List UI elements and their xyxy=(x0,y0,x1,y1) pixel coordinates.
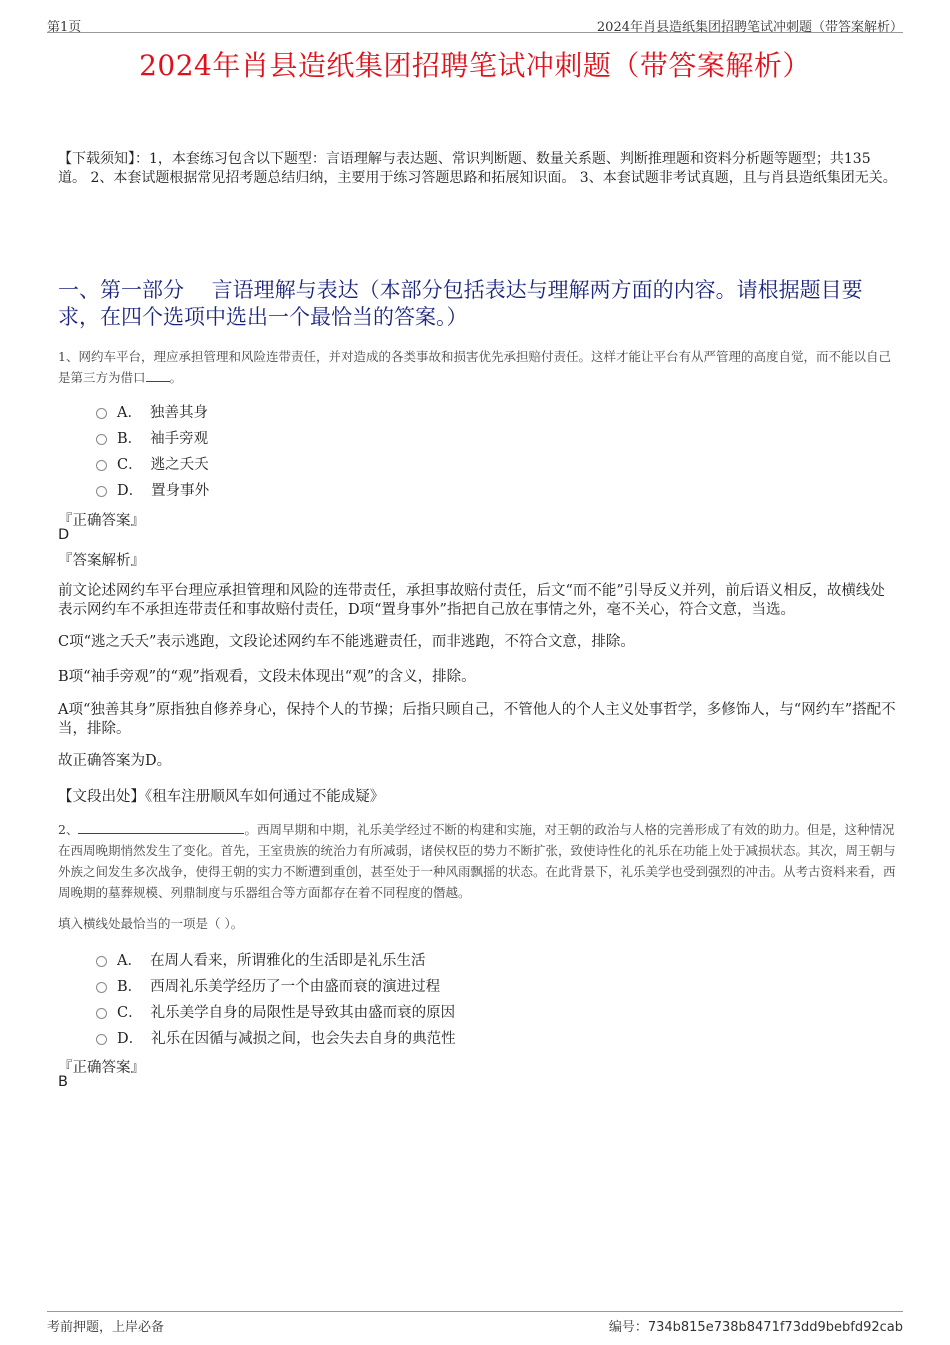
source-citation: 【文段出处】《租车注册顺风车如何通过不能成疑》 xyxy=(58,789,385,805)
section-heading: 一、第一部分 言语理解与表达（本部分包括表达与理解两方面的内容。请根据题目要求，在四个选项中选出一个最恰当的答案。） xyxy=(58,278,863,329)
option-c[interactable]: C． 礼乐美学自身的局限性是导致其由盛而衰的原因 xyxy=(96,998,796,1024)
question-2-stem-text: 。西周早期和中期，礼乐美学经过不断的构建和实施，对王朝的政治与人格的完善形成了有效的助力。但是，这种情况在西周晚期悄然发生了变化。首先，王室贵族的统治力有所减弱，诸侯权臣的势力不断扩张，致使诗性化的礼乐在功能上处于减损状态。其次，周王朝与外族之间发生多次战争，使得王朝的实力不断遭到重创，甚至处于一种风雨飘摇的状态。在此背景下，礼乐美学也受到强烈的冲击。从考古资料来看，西周晚期的墓葬规模、列鼎制度与乐器组合等方面都存在着不同程度的僭越。 xyxy=(58,822,896,900)
analysis-paragraph: 故正确答案为D。 xyxy=(58,753,172,769)
radio-button[interactable] xyxy=(96,434,107,445)
option-d[interactable]: D． 礼乐在因循与减损之间，也会失去自身的典范性 xyxy=(96,1024,796,1050)
question-1-options xyxy=(96,398,796,502)
question-2-stem xyxy=(58,819,900,903)
option-a[interactable]: A． 独善其身 xyxy=(96,398,796,424)
option-d[interactable]: D． 置身事外 xyxy=(96,476,796,502)
question-1-stem xyxy=(58,346,900,388)
radio-button[interactable] xyxy=(96,1008,107,1019)
option-b[interactable]: B． 西周礼乐美学经历了一个由盛而衰的演进过程 xyxy=(96,972,796,998)
answer-label: 『正确答案』 xyxy=(58,513,145,529)
answer-blank xyxy=(78,833,244,834)
radio-button[interactable] xyxy=(96,956,107,967)
correct-answer: D xyxy=(58,527,70,543)
footer-code xyxy=(609,1316,903,1335)
question-2-prompt: 填入横线处最恰当的一项是（ ）。 xyxy=(58,916,244,931)
footer-slogan: 考前押题，上岸必备 xyxy=(47,1320,165,1335)
question-1-stem-text: 1、网约车平台，理应承担管理和风险连带责任，并对造成的各类事故和损害优先承担赔付责任。这样才能让平台有从严管理的高度自觉，而不能以自己是第三方为借口 xyxy=(58,349,891,385)
question-2-options xyxy=(96,946,796,1050)
radio-button[interactable] xyxy=(96,408,107,419)
option-c[interactable]: C． 逃之夭夭 xyxy=(96,450,796,476)
question-1-stem-end: 。 xyxy=(169,370,183,385)
question-2-number: 2、 xyxy=(58,822,79,837)
page-header xyxy=(47,14,903,33)
footer-code-label: 编号： xyxy=(608,1320,648,1335)
analysis-paragraph: 前文论述网约车平台理应承担管理和风险的连带责任，承担事故赔付责任，后文“而不能”引导反义并列，前后语义相反，故横线处表示网约车不承担连带责任和事故赔付责任，D项“置身事外”指把自己放在事情之外，毫不关心，符合文意，当选。 xyxy=(58,583,885,618)
page-footer xyxy=(47,1311,903,1334)
option-b[interactable]: B． 袖手旁观 xyxy=(96,424,796,450)
option-a[interactable]: A． 在周人看来，所谓雅化的生活即是礼乐生活 xyxy=(96,946,796,972)
answer-label: 『正确答案』 xyxy=(58,1060,145,1076)
header-doc-title: 2024年肖县造纸集团招聘笔试冲刺题（带答案解析） xyxy=(596,20,903,35)
answer-blank xyxy=(146,381,170,382)
analysis-paragraph: C项“逃之夭夭”表示逃跑，文段论述网约车不能逃避责任，而非逃跑，不符合文意，排除。 xyxy=(58,634,635,650)
radio-button[interactable] xyxy=(96,460,107,471)
analysis-paragraph: A项“独善其身”原指独自修养身心，保持个人的节操；后指只顾自己，不管他人的个人主义处事哲学，多修饰人，与“网约车”搭配不当，排除。 xyxy=(58,702,896,737)
page-number: 第1页 xyxy=(47,20,82,35)
analysis-label: 『答案解析』 xyxy=(58,553,145,569)
radio-button[interactable] xyxy=(96,1034,107,1045)
footer-code-value: 734b815e738b8471f73dd9bebfd92cab xyxy=(647,1320,903,1335)
analysis-paragraph: B项“袖手旁观”的“观”指观看，文段未体现出“观”的含义，排除。 xyxy=(58,669,476,685)
correct-answer: B xyxy=(58,1074,68,1090)
download-notice: 【下载须知】：1，本套练习包含以下题型：言语理解与表达题、常识判断题、数量关系题、判断推理题和资料分析题等题型；共135道。 2、本套试题根据常见招考题总结归纳，主要用于练习答题思路和拓展知识面。 3、本套试题非考试真题，且与肖县造纸集团无关。 xyxy=(58,151,897,186)
radio-button[interactable] xyxy=(96,486,107,497)
document-title: 2024年肖县造纸集团招聘笔试冲刺题（带答案解析） xyxy=(139,49,811,82)
radio-button[interactable] xyxy=(96,982,107,993)
